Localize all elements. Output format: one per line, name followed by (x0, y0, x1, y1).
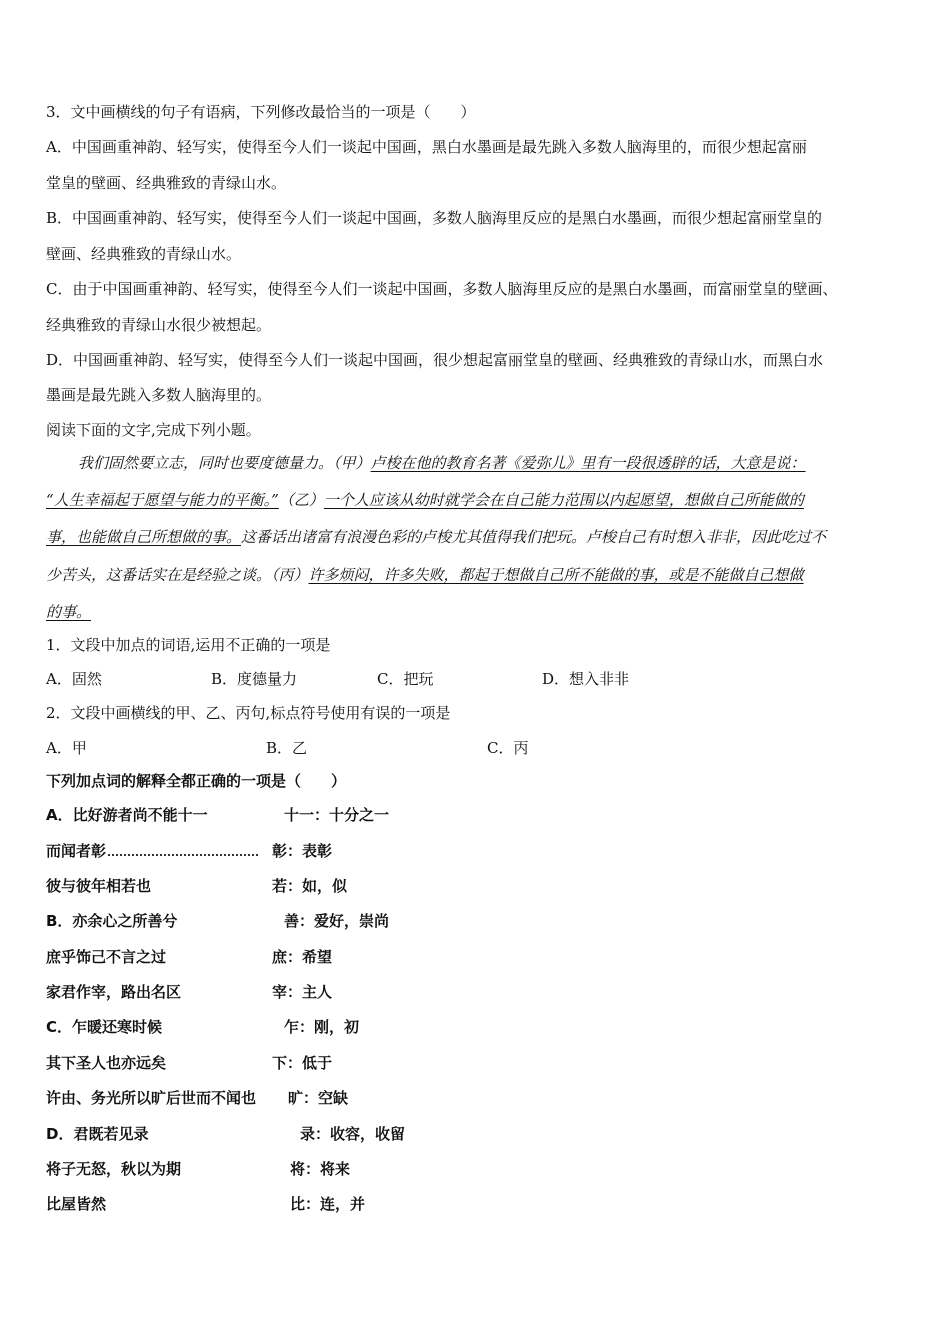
q3-stem: 3．文中画横线的句子有语病，下列修改最恰当的一项是（ ） (46, 103, 476, 121)
q2-option-a: A．甲 (46, 739, 87, 757)
q4-row-left: D．君既若见录 (46, 1125, 149, 1143)
q4-row-right: 善：爱好，崇尚 (284, 912, 390, 930)
dotted-leader (108, 842, 258, 856)
q4-row-right: 若：如，似 (272, 877, 348, 895)
passage-line-5 (46, 602, 91, 622)
sentence-yi-end: 事，也能做自己所想做的事。 (46, 528, 242, 546)
q2-option-c: C．丙 (487, 739, 529, 757)
q4-row-right: 宰：主人 (272, 983, 333, 1001)
sentence-jia-quote: “人生幸福起于愿望与能力的平衡。” (46, 491, 279, 509)
q4-row-left: 其下圣人也亦远矣 (46, 1054, 167, 1072)
sentence-bing-end: 的事。 (46, 603, 92, 621)
passage-text: 这番话出诸富有浪漫色彩的卢梭尤其值得我们把玩。卢梭自己有时想入非非，因此吃过不 (241, 528, 827, 546)
q2-option-b: B．乙 (266, 739, 308, 757)
passage-line-1 (78, 453, 806, 473)
q2-stem: 2．文段中画横线的甲、乙、丙句,标点符号使用有误的一项是 (46, 704, 451, 722)
q4-row-text: 而闻者彰 (46, 842, 107, 860)
sentence-jia: 卢梭在他的教育名著《爱弥儿》里有一段很透辟的话，大意是说： (370, 454, 806, 472)
q4-row-right: 旷：空缺 (288, 1089, 349, 1107)
q1-option-c: C．把玩 (377, 670, 434, 688)
q4-row-right: 彰：表彰 (272, 842, 333, 860)
passage-text: （乙） (278, 491, 324, 509)
q3-option-d-line1: D．中国画重神韵、轻写实，使得至今人们一谈起中国画，很少想起富丽堂皇的壁画、经典雅致的青绿山水，而黑白水 (46, 351, 824, 369)
q4-row-left: 许由、务光所以旷后世而不闻也 (46, 1089, 257, 1107)
q4-row-left: C．乍暖还寒时候 (46, 1018, 163, 1036)
q1-option-b: B．度德量力 (211, 670, 298, 688)
passage-text: 我们固然要立志，同时也要度德量力。（甲） (78, 454, 371, 472)
q3-option-c-line2: 经典雅致的青绿山水很少被想起。 (46, 316, 272, 334)
q3-option-a-line1: A．中国画重神韵、轻写实，使得至今人们一谈起中国画，黑白水墨画是最先跳入多数人脑海里的，而很少想起富丽 (46, 138, 807, 156)
q3-option-a-line2: 堂皇的壁画、经典雅致的青绿山水。 (46, 174, 287, 192)
q1-option-d: D．想入非非 (542, 670, 630, 688)
sentence-bing: 许多烦闷，许多失败，都起于想做自己所不能做的事，或是不能做自己想做 (308, 566, 804, 584)
q4-row-left: 庶乎饰己不言之过 (46, 948, 167, 966)
q3-option-c-line1: C．由于中国画重神韵、轻写实，使得至今人们一谈起中国画，多数人脑海里反应的是黑白水墨画，而富丽堂皇的壁画、 (46, 280, 838, 298)
q4-row-left: B．亦余心之所善兮 (46, 912, 178, 930)
q4-row-left: 家君作宰，路出名区 (46, 983, 182, 1001)
q3-option-d-line2: 墨画是最先跳入多数人脑海里的。 (46, 386, 272, 404)
passage-line-3 (46, 527, 826, 547)
q4-row-right: 比：连，并 (290, 1195, 366, 1213)
q4-row-left: 将子无怒，秋以为期 (46, 1160, 182, 1178)
q3-option-b-line2: 壁画、经典雅致的青绿山水。 (46, 245, 242, 263)
q4-row-left: 比屋皆然 (46, 1195, 107, 1213)
q4-row-left: 彼与彼年相若也 (46, 877, 152, 895)
sentence-yi: 一个人应该从幼时就学会在自己能力范围以内起愿望，想做自己所能做的 (323, 491, 804, 509)
q4-row-right: 乍：刚，初 (284, 1018, 360, 1036)
q4-row-right: 十一：十分之一 (284, 806, 390, 824)
q4-row-left (46, 841, 258, 861)
q1-stem: 1．文段中加点的词语,运用不正确的一项是 (46, 636, 331, 654)
q3-option-b-line1: B．中国画重神韵、轻写实，使得至今人们一谈起中国画，多数人脑海里反应的是黑白水墨画，而很少想起富丽堂皇的 (46, 209, 823, 227)
q1-option-a: A．固然 (46, 670, 102, 688)
q4-row-right: 下：低于 (272, 1054, 333, 1072)
q4-row-right: 庶：希望 (272, 948, 333, 966)
q4-stem: 下列加点词的解释全都正确的一项是（ ） (46, 772, 347, 790)
reading-intro: 阅读下面的文字,完成下列小题。 (46, 421, 261, 439)
q4-row-left: A．比好游者尚不能十一 (46, 806, 208, 824)
passage-line-2 (46, 490, 804, 510)
passage-line-4 (46, 565, 804, 585)
q4-row-right: 将：将来 (290, 1160, 351, 1178)
passage-text: 少苦头，这番话实在是经验之谈。（丙） (46, 566, 309, 584)
q4-row-right: 录：收容，收留 (300, 1125, 406, 1143)
